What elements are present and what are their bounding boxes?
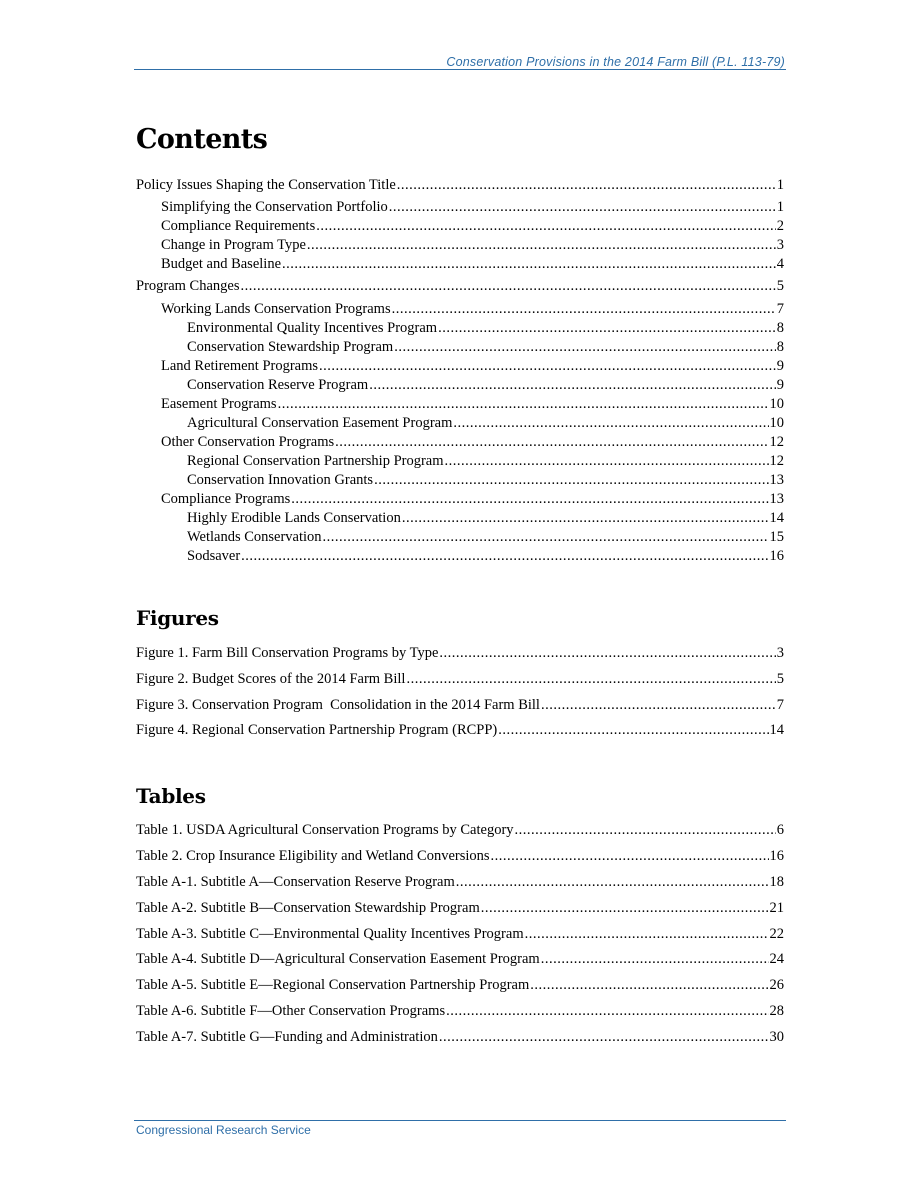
dot-leader: [541, 697, 776, 714]
toc-entry-title: Other Conservation Programs: [161, 434, 335, 450]
dot-leader: [402, 510, 769, 527]
toc-entry[interactable]: [161, 358, 784, 377]
footer-publisher: Congressional Research Service: [136, 1123, 311, 1137]
dot-leader: [456, 874, 769, 891]
dot-leader: [335, 434, 768, 451]
dot-leader: [453, 415, 768, 432]
table-entry[interactable]: [136, 977, 784, 996]
table-entry[interactable]: [136, 1029, 784, 1048]
dot-leader: [392, 301, 776, 318]
table-entry-page: 18: [769, 874, 784, 890]
figure-entry[interactable]: [136, 722, 784, 741]
toc-entry-title: Conservation Reserve Program: [187, 377, 369, 393]
toc-entry-title: Sodsaver: [187, 548, 241, 564]
running-header: Conservation Provisions in the 2014 Farm Bill (P.L. 113-79): [446, 55, 785, 69]
table-entry[interactable]: [136, 1003, 784, 1022]
toc-entry[interactable]: [161, 491, 784, 510]
table-entry-title: Table A-7. Subtitle G—Funding and Administration: [136, 1029, 438, 1045]
dot-leader: [530, 977, 768, 994]
toc-entry-title: Environmental Quality Incentives Program: [187, 320, 438, 336]
dot-leader: [525, 926, 769, 943]
figure-entry-page: 7: [776, 697, 784, 713]
toc-entry-title: Land Retirement Programs: [161, 358, 319, 374]
toc-entry[interactable]: [187, 453, 784, 472]
dot-leader: [406, 671, 775, 688]
figure-entry-title: Figure 2. Budget Scores of the 2014 Farm Bill: [136, 671, 406, 687]
toc-entry[interactable]: [161, 301, 784, 320]
table-entry-title: Table A-1. Subtitle A—Conservation Reserve Program: [136, 874, 455, 890]
toc-entry-page: 10: [769, 415, 784, 431]
dot-leader: [323, 529, 769, 546]
figure-entry[interactable]: [136, 697, 784, 716]
table-entry-title: Table 2. Crop Insurance Eligibility and Wetland Conversions: [136, 848, 490, 864]
toc-entry-title: Change in Program Type: [161, 237, 306, 253]
toc-entry-page: 3: [776, 237, 784, 253]
table-entry-title: Table 1. USDA Agricultural Conservation Programs by Category: [136, 822, 514, 838]
table-entry-page: 28: [769, 1003, 784, 1019]
toc-entry-title: Regional Conservation Partnership Program: [187, 453, 444, 469]
toc-entry[interactable]: [187, 320, 784, 339]
toc-entry-page: 10: [769, 396, 784, 412]
toc-entry-title: Compliance Programs: [161, 491, 291, 507]
dot-leader: [541, 951, 769, 968]
table-entry[interactable]: [136, 951, 784, 970]
table-entry[interactable]: [136, 926, 784, 945]
dot-leader: [394, 339, 776, 356]
toc-entry[interactable]: [161, 396, 784, 415]
dot-leader: [241, 278, 776, 295]
toc-entry-page: 13: [769, 472, 784, 488]
toc-entry-title: Agricultural Conservation Easement Program: [187, 415, 453, 431]
figure-entry-page: 3: [776, 645, 784, 661]
toc-entry[interactable]: [161, 434, 784, 453]
table-entry-title: Table A-5. Subtitle E—Regional Conservation Partnership Program: [136, 977, 530, 993]
toc-entry[interactable]: [187, 472, 784, 491]
table-entry[interactable]: [136, 822, 784, 841]
dot-leader: [278, 396, 769, 413]
toc-entry[interactable]: [161, 256, 784, 275]
table-entry[interactable]: [136, 874, 784, 893]
toc-entry[interactable]: [161, 237, 784, 256]
table-entry-page: 22: [769, 926, 784, 942]
figures-heading: Figures: [136, 606, 219, 630]
dot-leader: [369, 377, 776, 394]
toc-entry-page: 15: [769, 529, 784, 545]
figure-entry-title: Figure 1. Farm Bill Conservation Programs by Type: [136, 645, 439, 661]
figure-entry-page: 5: [776, 671, 784, 687]
dot-leader: [389, 199, 776, 216]
toc-entry-title: Simplifying the Conservation Portfolio: [161, 199, 388, 215]
figure-entry-title: Figure 4. Regional Conservation Partnership Program (RCPP): [136, 722, 498, 738]
table-entry-page: 30: [769, 1029, 784, 1045]
toc-entry[interactable]: [187, 415, 784, 434]
toc-entry-page: 12: [769, 434, 784, 450]
toc-entry-page: 8: [776, 320, 784, 336]
dot-leader: [282, 256, 776, 273]
footer-rule: [134, 1120, 786, 1121]
toc-entry-page: 4: [776, 256, 784, 272]
dot-leader: [438, 320, 776, 337]
table-entry-page: 6: [776, 822, 784, 838]
toc-entry-page: 7: [776, 301, 784, 317]
toc-entry[interactable]: [161, 199, 784, 218]
table-entry-page: 26: [769, 977, 784, 993]
toc-entry[interactable]: [136, 278, 784, 297]
toc-entry[interactable]: [136, 177, 784, 196]
table-entry[interactable]: [136, 848, 784, 867]
toc-entry-page: 2: [776, 218, 784, 234]
toc-entry-title: Policy Issues Shaping the Conservation Title: [136, 177, 396, 193]
toc-entry-title: Easement Programs: [161, 396, 277, 412]
toc-entry-page: 9: [776, 358, 784, 374]
toc-entry-title: Conservation Innovation Grants: [187, 472, 374, 488]
toc-entry-title: Working Lands Conservation Programs: [161, 301, 391, 317]
toc-entry-page: 8: [776, 339, 784, 355]
toc-entry-page: 5: [776, 278, 784, 294]
table-entry-page: 24: [769, 951, 784, 967]
toc-entry-page: 14: [769, 510, 784, 526]
contents-heading: Contents: [136, 124, 268, 155]
toc-entry-page: 1: [776, 199, 784, 215]
dot-leader: [397, 177, 776, 194]
table-entry-title: Table A-2. Subtitle B—Conservation Stewardship Program: [136, 900, 480, 916]
table-entry-title: Table A-6. Subtitle F—Other Conservation Programs: [136, 1003, 446, 1019]
dot-leader: [316, 218, 776, 235]
toc-entry-title: Program Changes: [136, 278, 240, 294]
tables-heading: Tables: [136, 784, 206, 808]
table-entry-title: Table A-4. Subtitle D—Agricultural Conservation Easement Program: [136, 951, 540, 967]
toc-entry[interactable]: [187, 548, 784, 567]
toc-entry-page: 12: [769, 453, 784, 469]
figure-entry-page: 14: [769, 722, 784, 738]
figure-entry[interactable]: [136, 645, 784, 664]
table-entry-page: 16: [769, 848, 784, 864]
toc-entry-title: Budget and Baseline: [161, 256, 282, 272]
dot-leader: [446, 1003, 768, 1020]
dot-leader: [241, 548, 768, 565]
table-entry[interactable]: [136, 900, 784, 919]
dot-leader: [445, 453, 769, 470]
dot-leader: [319, 358, 776, 375]
dot-leader: [374, 472, 768, 489]
toc-entry-title: Wetlands Conservation: [187, 529, 322, 545]
toc-entry[interactable]: [187, 377, 784, 396]
toc-entry-page: 1: [776, 177, 784, 193]
toc-entry-title: Highly Erodible Lands Conservation: [187, 510, 401, 526]
toc-entry[interactable]: [187, 339, 784, 358]
toc-entry-title: Compliance Requirements: [161, 218, 316, 234]
dot-leader: [439, 1029, 769, 1046]
figure-entry-title: Figure 3. Conservation Program Consolidation in the 2014 Farm Bill: [136, 697, 540, 713]
dot-leader: [481, 900, 769, 917]
dot-leader: [291, 491, 768, 508]
toc-entry-page: 9: [776, 377, 784, 393]
toc-entry[interactable]: [161, 218, 784, 237]
dot-leader: [439, 645, 775, 662]
dot-leader: [515, 822, 776, 839]
toc-entry-page: 16: [769, 548, 784, 564]
table-entry-title: Table A-3. Subtitle C—Environmental Quality Incentives Program: [136, 926, 524, 942]
toc-entry-page: 13: [769, 491, 784, 507]
toc-entry[interactable]: [187, 529, 784, 548]
figure-entry[interactable]: [136, 671, 784, 690]
table-entry-page: 21: [769, 900, 784, 916]
dot-leader: [307, 237, 776, 254]
dot-leader: [491, 848, 769, 865]
dot-leader: [498, 722, 768, 739]
header-rule: [134, 69, 786, 70]
toc-entry-title: Conservation Stewardship Program: [187, 339, 394, 355]
toc-entry[interactable]: [187, 510, 784, 529]
